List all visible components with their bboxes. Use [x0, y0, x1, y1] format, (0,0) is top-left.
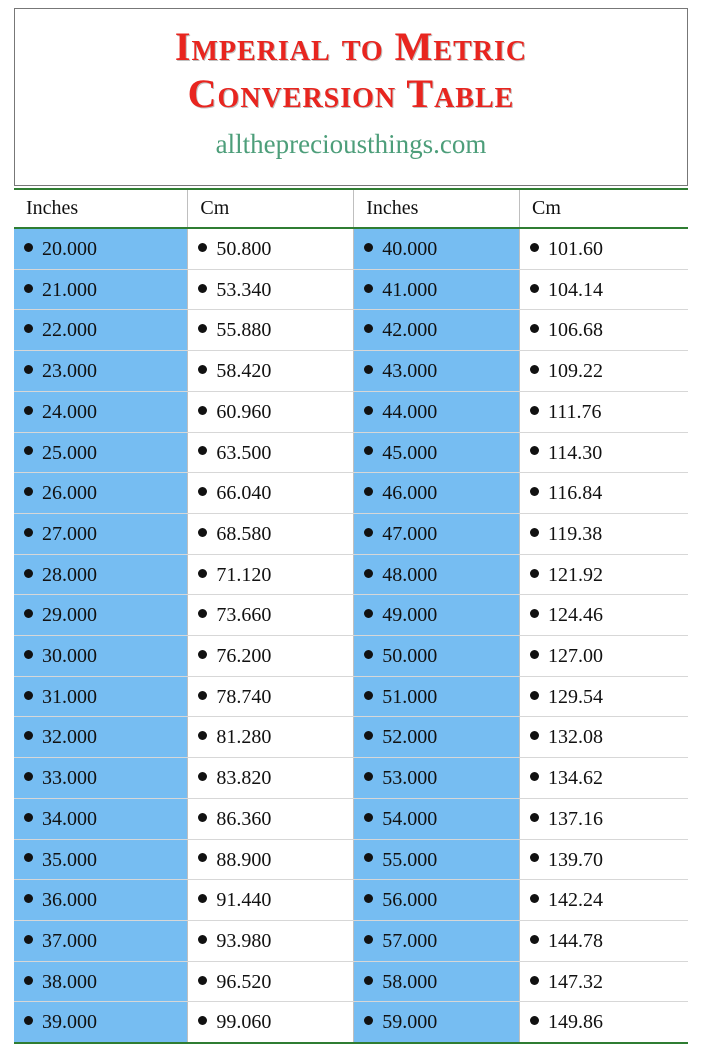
table-cell [188, 310, 354, 351]
bullet-icon [198, 569, 207, 578]
table-row [14, 391, 688, 432]
table-cell [354, 961, 520, 1002]
cell-value: 49.000 [382, 604, 438, 627]
table-cell [354, 920, 520, 961]
table-cell [519, 961, 688, 1002]
table-cell [188, 636, 354, 677]
bullet-icon [364, 243, 373, 252]
cell-value: 50.800 [216, 238, 272, 261]
table-cell [188, 961, 354, 1002]
bullet-icon [530, 813, 539, 822]
bullet-icon [530, 487, 539, 496]
table-cell [14, 554, 188, 595]
cell-value: 31.000 [42, 685, 97, 708]
table-cell [519, 513, 688, 554]
table-cell [354, 513, 520, 554]
table-cell [14, 1002, 188, 1042]
table-cell [14, 758, 188, 799]
table-cell [354, 758, 520, 799]
table-header-row [14, 190, 688, 228]
table-cell [14, 961, 188, 1002]
table-cell [354, 676, 520, 717]
cell-value: 119.38 [547, 523, 603, 546]
table-cell [354, 473, 520, 514]
cell-value: 66.040 [216, 482, 272, 505]
cell-value: 86.360 [216, 807, 272, 830]
table-cell [519, 473, 688, 514]
bullet-icon [198, 813, 207, 822]
bullet-icon [24, 894, 33, 903]
column-header-inches-1-label: Inches [26, 197, 79, 219]
bullet-icon [198, 976, 207, 985]
bullet-icon [530, 935, 539, 944]
table-cell [188, 391, 354, 432]
bullet-icon [364, 691, 373, 700]
table-cell [14, 676, 188, 717]
cell-value: 93.980 [216, 930, 272, 953]
cell-value: 149.86 [547, 1011, 603, 1034]
table-cell [14, 513, 188, 554]
table-cell [354, 391, 520, 432]
table-cell [519, 1002, 688, 1042]
cell-value: 23.000 [42, 360, 97, 383]
cell-value: 114.30 [547, 441, 603, 464]
cell-value: 39.000 [42, 1011, 97, 1034]
table-cell [519, 595, 688, 636]
cell-value: 55.880 [216, 319, 272, 342]
bullet-icon [24, 487, 33, 496]
column-header-cm-1-label: Cm [200, 197, 230, 219]
bullet-icon [24, 976, 33, 985]
table-body [14, 228, 688, 1042]
table-cell [188, 432, 354, 473]
table-cell [354, 554, 520, 595]
cell-value: 34.000 [42, 807, 97, 830]
table-cell [354, 636, 520, 677]
bullet-icon [364, 813, 373, 822]
bullet-icon [530, 650, 539, 659]
table-cell [188, 473, 354, 514]
cell-value: 121.92 [547, 563, 603, 586]
bullet-icon [364, 650, 373, 659]
cell-value: 81.280 [216, 726, 272, 749]
bullet-icon [24, 569, 33, 578]
column-header-inches-2 [354, 190, 520, 228]
cell-value: 58.420 [216, 360, 272, 383]
cell-value: 71.120 [216, 563, 272, 586]
bullet-icon [364, 569, 373, 578]
cell-value: 42.000 [382, 319, 438, 342]
bullet-icon [198, 894, 207, 903]
table-cell [519, 351, 688, 392]
website-credit: allthepreciousthings.com [215, 129, 487, 160]
bullet-icon [364, 976, 373, 985]
table-cell [14, 717, 188, 758]
cell-value: 57.000 [382, 930, 438, 953]
table-cell [519, 228, 688, 269]
cell-value: 40.000 [382, 238, 438, 261]
table-cell [188, 758, 354, 799]
cell-value: 129.54 [547, 685, 603, 708]
table-row [14, 798, 688, 839]
cell-value: 52.000 [382, 726, 438, 749]
cell-value: 21.000 [42, 278, 97, 301]
column-header-cm-1 [188, 190, 354, 228]
table-cell [519, 432, 688, 473]
table-cell [354, 432, 520, 473]
table-row [14, 513, 688, 554]
bullet-icon [198, 731, 207, 740]
table-cell [519, 880, 688, 921]
cell-value: 91.440 [216, 889, 272, 912]
cell-value: 83.820 [216, 767, 272, 790]
cell-value: 63.500 [216, 441, 272, 464]
table-cell [519, 839, 688, 880]
bullet-icon [530, 284, 539, 293]
table-row [14, 554, 688, 595]
bullet-icon [198, 935, 207, 944]
cell-value: 28.000 [42, 563, 97, 586]
bullet-icon [24, 365, 33, 374]
bullet-icon [198, 446, 207, 455]
cell-value: 76.200 [216, 645, 272, 668]
table-cell [519, 310, 688, 351]
cell-value: 48.000 [382, 563, 438, 586]
cell-value: 59.000 [382, 1011, 438, 1034]
table-row [14, 676, 688, 717]
bullet-icon [364, 324, 373, 333]
table-cell [188, 920, 354, 961]
bullet-icon [530, 853, 539, 862]
cell-value: 47.000 [382, 523, 438, 546]
cell-value: 106.68 [547, 319, 603, 342]
cell-value: 32.000 [42, 726, 97, 749]
table-cell [14, 920, 188, 961]
table-cell [519, 798, 688, 839]
bullet-icon [530, 894, 539, 903]
cell-value: 36.000 [42, 889, 97, 912]
bullet-icon [530, 609, 539, 618]
table-cell [188, 554, 354, 595]
bullet-icon [530, 772, 539, 781]
bullet-icon [198, 609, 207, 618]
header-banner [14, 8, 688, 186]
table-cell [188, 595, 354, 636]
table-cell [14, 391, 188, 432]
table-cell [354, 351, 520, 392]
bullet-icon [364, 487, 373, 496]
page-title-line-1: Imperial to Metric [174, 24, 528, 69]
cell-value: 99.060 [216, 1011, 272, 1034]
bullet-icon [24, 243, 33, 252]
table-cell [14, 880, 188, 921]
table-cell [354, 1002, 520, 1042]
bullet-icon [24, 446, 33, 455]
bullet-icon [198, 365, 207, 374]
table-cell [519, 636, 688, 677]
bullet-icon [530, 691, 539, 700]
bullet-icon [24, 406, 33, 415]
cell-value: 78.740 [216, 685, 272, 708]
bullet-icon [24, 609, 33, 618]
bullet-icon [364, 894, 373, 903]
table-cell [354, 839, 520, 880]
column-header-inches-1 [14, 190, 188, 228]
table-row [14, 595, 688, 636]
bullet-icon [24, 772, 33, 781]
bullet-icon [530, 406, 539, 415]
cell-value: 137.16 [547, 807, 603, 830]
cell-value: 53.000 [382, 767, 438, 790]
table-row [14, 839, 688, 880]
table-row [14, 310, 688, 351]
cell-value: 134.62 [547, 767, 603, 790]
column-header-cm-2 [519, 190, 688, 228]
table-cell [14, 595, 188, 636]
cell-value: 116.84 [547, 482, 603, 505]
cell-value: 25.000 [42, 441, 97, 464]
bullet-icon [198, 406, 207, 415]
table-cell [519, 269, 688, 310]
table-cell [519, 676, 688, 717]
cell-value: 41.000 [382, 278, 438, 301]
table-cell [188, 228, 354, 269]
cell-value: 20.000 [42, 238, 97, 261]
cell-value: 104.14 [547, 278, 603, 301]
cell-value: 60.960 [216, 400, 272, 423]
table-row [14, 1002, 688, 1042]
bullet-icon [198, 528, 207, 537]
cell-value: 142.24 [547, 889, 603, 912]
cell-value: 54.000 [382, 807, 438, 830]
bullet-icon [24, 650, 33, 659]
bullet-icon [198, 650, 207, 659]
bullet-icon [364, 935, 373, 944]
bullet-icon [364, 772, 373, 781]
bullet-icon [364, 731, 373, 740]
table-cell [354, 595, 520, 636]
table-row [14, 228, 688, 269]
table-cell [354, 228, 520, 269]
bullet-icon [530, 365, 539, 374]
bullet-icon [24, 853, 33, 862]
bullet-icon [364, 284, 373, 293]
table-row [14, 351, 688, 392]
bullet-icon [198, 772, 207, 781]
table-cell [14, 432, 188, 473]
table-cell [14, 839, 188, 880]
bullet-icon [530, 446, 539, 455]
column-header-cm-2-label: Cm [531, 197, 561, 219]
bullet-icon [198, 487, 207, 496]
table-cell [14, 798, 188, 839]
conversion-table [14, 190, 688, 1042]
bullet-icon [24, 935, 33, 944]
bullet-icon [24, 813, 33, 822]
cell-value: 53.340 [216, 278, 272, 301]
bullet-icon [198, 691, 207, 700]
table-cell [188, 513, 354, 554]
cell-value: 22.000 [42, 319, 97, 342]
conversion-table-wrapper [14, 188, 688, 1044]
table-cell [14, 269, 188, 310]
bullet-icon [198, 853, 207, 862]
table-row [14, 717, 688, 758]
bullet-icon [364, 446, 373, 455]
table-row [14, 636, 688, 677]
cell-value: 24.000 [42, 400, 97, 423]
bullet-icon [364, 528, 373, 537]
table-cell [354, 310, 520, 351]
table-row [14, 473, 688, 514]
table-cell [188, 1002, 354, 1042]
table-cell [188, 880, 354, 921]
cell-value: 43.000 [382, 360, 438, 383]
table-cell [14, 228, 188, 269]
cell-value: 147.32 [547, 970, 603, 993]
table-cell [519, 758, 688, 799]
cell-value: 51.000 [382, 685, 438, 708]
table-cell [14, 310, 188, 351]
table-cell [188, 839, 354, 880]
bullet-icon [198, 243, 207, 252]
cell-value: 132.08 [547, 726, 603, 749]
cell-value: 33.000 [42, 767, 97, 790]
bullet-icon [530, 569, 539, 578]
cell-value: 27.000 [42, 523, 97, 546]
bullet-icon [530, 243, 539, 252]
page-title [25, 23, 677, 117]
table-row [14, 432, 688, 473]
table-cell [354, 798, 520, 839]
cell-value: 101.60 [547, 238, 603, 261]
cell-value: 26.000 [42, 482, 97, 505]
table-cell [354, 269, 520, 310]
cell-value: 50.000 [382, 645, 438, 668]
bullet-icon [364, 365, 373, 374]
cell-value: 139.70 [547, 848, 603, 871]
cell-value: 37.000 [42, 930, 97, 953]
cell-value: 96.520 [216, 970, 272, 993]
cell-value: 55.000 [382, 848, 438, 871]
table-cell [188, 798, 354, 839]
cell-value: 124.46 [547, 604, 603, 627]
table-cell [188, 676, 354, 717]
bullet-icon [530, 731, 539, 740]
cell-value: 109.22 [547, 360, 603, 383]
bullet-icon [364, 609, 373, 618]
cell-value: 144.78 [547, 930, 603, 953]
table-cell [519, 391, 688, 432]
bullet-icon [198, 324, 207, 333]
table-cell [354, 880, 520, 921]
bullet-icon [24, 691, 33, 700]
bullet-icon [530, 976, 539, 985]
bullet-icon [24, 528, 33, 537]
bullet-icon [24, 731, 33, 740]
table-cell [188, 351, 354, 392]
table-cell [14, 473, 188, 514]
cell-value: 73.660 [216, 604, 272, 627]
cell-value: 29.000 [42, 604, 97, 627]
table-row [14, 269, 688, 310]
table-header [14, 190, 688, 228]
cell-value: 111.76 [547, 400, 602, 423]
column-header-inches-2-label: Inches [366, 197, 419, 219]
table-row [14, 961, 688, 1002]
cell-value: 45.000 [382, 441, 438, 464]
bullet-icon [24, 284, 33, 293]
table-cell [14, 351, 188, 392]
bullet-icon [364, 853, 373, 862]
cell-value: 44.000 [382, 400, 438, 423]
table-row [14, 920, 688, 961]
cell-value: 88.900 [216, 848, 272, 871]
cell-value: 46.000 [382, 482, 438, 505]
cell-value: 56.000 [382, 889, 438, 912]
cell-value: 58.000 [382, 970, 438, 993]
bullet-icon [24, 324, 33, 333]
cell-value: 38.000 [42, 970, 97, 993]
bullet-icon [530, 528, 539, 537]
table-cell [188, 717, 354, 758]
bullet-icon [530, 324, 539, 333]
conversion-table-page [0, 8, 702, 1032]
cell-value: 68.580 [216, 523, 272, 546]
bullet-icon [364, 406, 373, 415]
table-cell [14, 636, 188, 677]
bullet-icon [198, 284, 207, 293]
cell-value: 35.000 [42, 848, 97, 871]
page-title-line-2: Conversion Table [187, 71, 515, 117]
table-cell [188, 269, 354, 310]
table-cell [519, 717, 688, 758]
cell-value: 127.00 [547, 645, 603, 668]
table-cell [519, 554, 688, 595]
cell-value: 30.000 [42, 645, 97, 668]
table-row [14, 758, 688, 799]
table-cell [519, 920, 688, 961]
table-row [14, 880, 688, 921]
table-cell [354, 717, 520, 758]
